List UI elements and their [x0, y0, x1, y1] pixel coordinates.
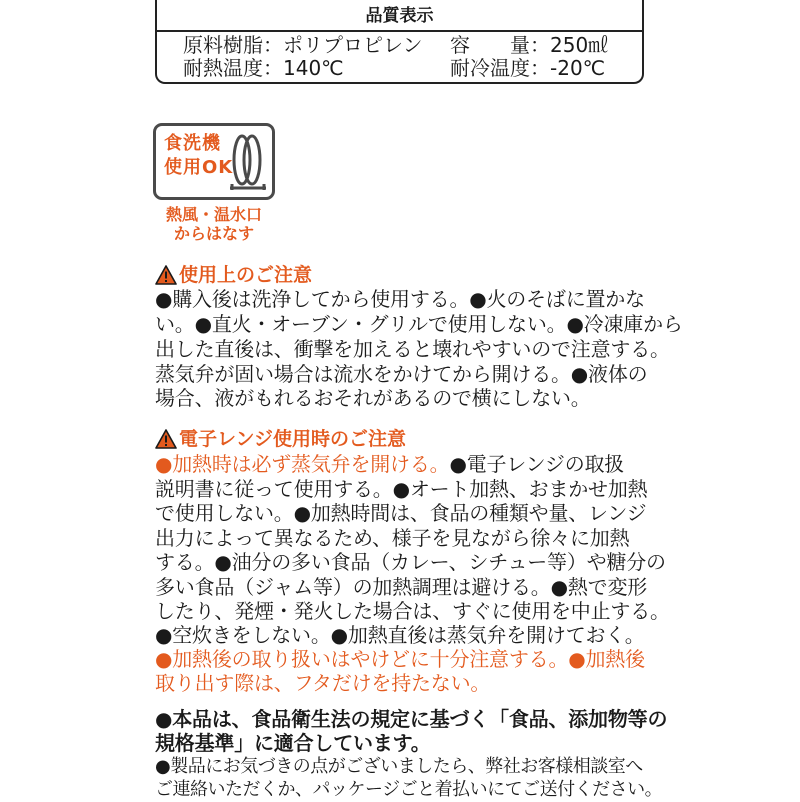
- capacity: 容 量：250㎖: [450, 33, 609, 57]
- dishwasher-line2: 使用OK: [164, 157, 234, 178]
- dish-rack-icon: [228, 130, 268, 194]
- usage-caution-line: 蒸気弁が固い場合は流水をかけてから開ける。●液体の: [155, 362, 648, 386]
- usage-caution-line: ●購入後は洗浄してから使用する。●火のそばに置かな: [155, 287, 645, 311]
- burn-warning-line: 取り出す際は、フタだけを持たない。: [155, 671, 491, 695]
- usage-caution-line: 場合、液がもれるおそれがあるので横にしない。: [155, 386, 591, 410]
- burn-warning-line: ●加熱後の取り扱いはやけどに十分注意する。●加熱後: [155, 647, 645, 671]
- microwave-caution-heading: [155, 428, 406, 450]
- microwave-caution-line: ●空炊きをしない。●加熱直後は蒸気弁を開けておく。: [155, 623, 645, 647]
- dishwasher-ok-badge: [153, 123, 275, 200]
- microwave-caution-line: したり、発煙・発火した場合は、すぐに使用を中止する。: [155, 599, 670, 623]
- quality-label-box: [155, 0, 644, 84]
- usage-caution-heading: [155, 264, 312, 286]
- microwave-caution-title: 電子レンジ使用時のご注意: [179, 428, 407, 450]
- material-resin: 原料樹脂：ポリプロピレン: [183, 33, 423, 57]
- heat-resistance: 耐熱温度：140℃: [183, 56, 344, 80]
- microwave-caution-line: で使用しない。●加熱時間は、食品の種類や量、レンジ: [155, 501, 647, 525]
- microwave-caution-line: [155, 452, 624, 476]
- cold-resistance: 耐冷温度：-20℃: [450, 56, 606, 80]
- usage-caution-line: 出した直後は、衝撃を加えると壊れやすいので注意する。: [155, 337, 670, 361]
- food-sanitation-notice: ●本品は、食品衛生法の規定に基づく「食品、添加物等の: [155, 707, 668, 731]
- usage-caution-title: 使用上のご注意: [179, 264, 313, 286]
- usage-caution-line: い。●直火・オーブン・グリルで使用しない。●冷凍庫から: [155, 312, 683, 336]
- dishwasher-line1: 食洗機: [164, 133, 221, 154]
- steam-valve-warning: ●加熱時は必ず蒸気弁を開ける。: [155, 452, 450, 476]
- quality-title: 品質表示: [157, 3, 642, 32]
- microwave-caution-line-rest: ●電子レンジの取扱: [449, 452, 625, 476]
- dishwasher-note-2: からはなす: [173, 224, 254, 243]
- dishwasher-note-1: 熱風・温水口: [165, 205, 262, 224]
- microwave-caution-line: 多い食品（ジャム等）の加熱調理は避ける。●熱で変形: [155, 575, 648, 599]
- microwave-caution-line: 出力によって異なるため、様子を見ながら徐々に加熱: [155, 526, 630, 550]
- microwave-caution-line: する。●油分の多い食品（カレー、シチュー等）や糖分の: [155, 550, 666, 574]
- microwave-caution-line: 説明書に従って使用する。●オート加熱、おまかせ加熱: [155, 477, 648, 501]
- customer-service-notice: ご連絡いただくか、パッケージごと着払いにてご送付ください。: [155, 779, 663, 800]
- warning-icon: [155, 429, 177, 449]
- customer-service-notice: ●製品にお気づきの点がございましたら、弊社お客様相談室へ: [155, 756, 643, 777]
- warning-icon: [155, 265, 177, 285]
- food-sanitation-notice: 規格基準」に適合しています。: [155, 731, 431, 755]
